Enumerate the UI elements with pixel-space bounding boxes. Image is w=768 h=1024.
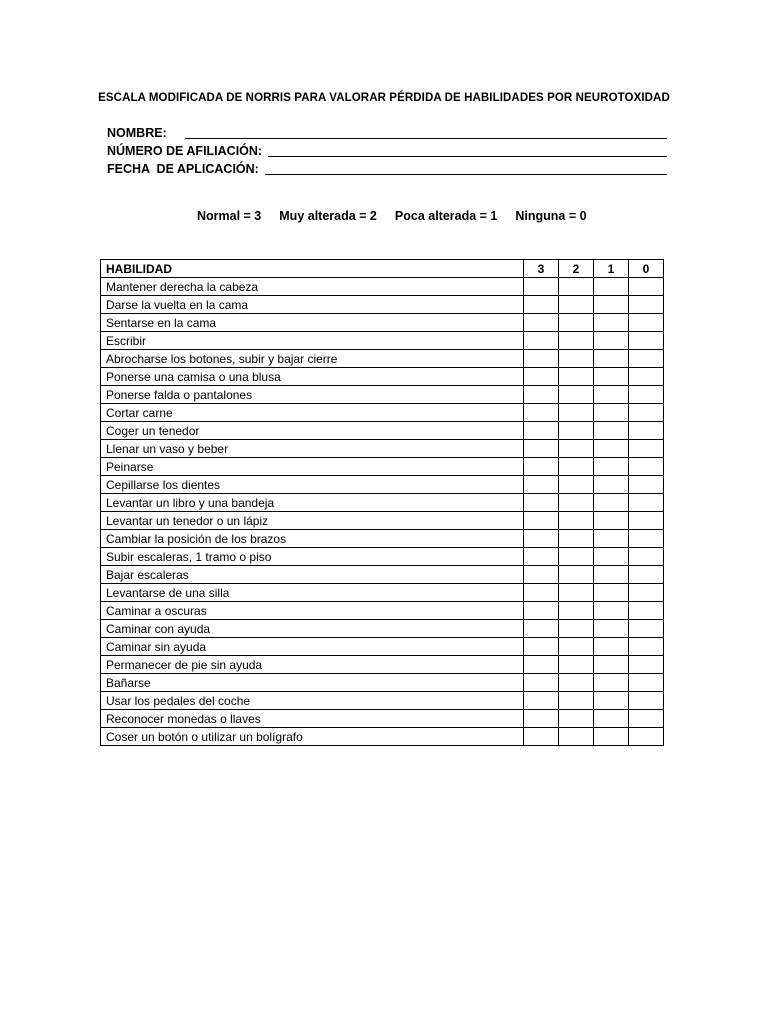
score-checkbox-1[interactable] bbox=[594, 728, 629, 746]
skill-label: Escribir bbox=[101, 332, 524, 350]
score-checkbox-2[interactable] bbox=[559, 440, 594, 458]
score-checkbox-1[interactable] bbox=[594, 440, 629, 458]
score-checkbox-2[interactable] bbox=[559, 314, 594, 332]
score-checkbox-0[interactable] bbox=[629, 440, 664, 458]
score-checkbox-1[interactable] bbox=[594, 620, 629, 638]
skill-label: Caminar con ayuda bbox=[101, 620, 524, 638]
score-checkbox-1[interactable] bbox=[594, 710, 629, 728]
score-checkbox-2[interactable] bbox=[559, 566, 594, 584]
table-header-row bbox=[101, 260, 664, 278]
table-row bbox=[101, 314, 664, 332]
score-checkbox-2[interactable] bbox=[559, 332, 594, 350]
score-checkbox-1[interactable] bbox=[594, 638, 629, 656]
score-checkbox-1[interactable] bbox=[594, 584, 629, 602]
score-checkbox-1[interactable] bbox=[594, 350, 629, 368]
score-checkbox-1[interactable] bbox=[594, 692, 629, 710]
score-checkbox-2[interactable] bbox=[559, 638, 594, 656]
score-checkbox-1[interactable] bbox=[594, 332, 629, 350]
table-row bbox=[101, 368, 664, 386]
score-checkbox-1[interactable] bbox=[594, 656, 629, 674]
score-checkbox-0[interactable] bbox=[629, 512, 664, 530]
score-checkbox-3[interactable] bbox=[524, 602, 559, 620]
score-checkbox-1[interactable] bbox=[594, 494, 629, 512]
skill-label: Levantarse de una silla bbox=[101, 584, 524, 602]
score-checkbox-0[interactable] bbox=[629, 728, 664, 746]
score-legend bbox=[197, 209, 587, 223]
score-checkbox-1[interactable] bbox=[594, 512, 629, 530]
score-checkbox-3[interactable] bbox=[524, 368, 559, 386]
score-checkbox-2[interactable] bbox=[559, 368, 594, 386]
score-checkbox-2[interactable] bbox=[559, 620, 594, 638]
score-checkbox-2[interactable] bbox=[559, 692, 594, 710]
score-checkbox-2[interactable] bbox=[559, 602, 594, 620]
score-checkbox-3[interactable] bbox=[524, 530, 559, 548]
score-checkbox-2[interactable] bbox=[559, 476, 594, 494]
score-checkbox-3[interactable] bbox=[524, 278, 559, 296]
score-checkbox-2[interactable] bbox=[559, 584, 594, 602]
score-checkbox-0[interactable] bbox=[629, 602, 664, 620]
score-checkbox-0[interactable] bbox=[629, 314, 664, 332]
score-checkbox-1[interactable] bbox=[594, 296, 629, 314]
skill-label: Sentarse en la cama bbox=[101, 314, 524, 332]
score-checkbox-0[interactable] bbox=[629, 368, 664, 386]
score-checkbox-1[interactable] bbox=[594, 278, 629, 296]
skill-label: Bañarse bbox=[101, 674, 524, 692]
table-row bbox=[101, 350, 664, 368]
score-checkbox-2[interactable] bbox=[559, 350, 594, 368]
score-checkbox-2[interactable] bbox=[559, 656, 594, 674]
table-row bbox=[101, 602, 664, 620]
skill-label: Usar los pedales del coche bbox=[101, 692, 524, 710]
score-checkbox-1[interactable] bbox=[594, 476, 629, 494]
score-checkbox-3[interactable] bbox=[524, 548, 559, 566]
table-row bbox=[101, 332, 664, 350]
score-checkbox-1[interactable] bbox=[594, 674, 629, 692]
score-checkbox-0[interactable] bbox=[629, 710, 664, 728]
score-checkbox-0[interactable] bbox=[629, 350, 664, 368]
table-row bbox=[101, 278, 664, 296]
score-checkbox-1[interactable] bbox=[594, 530, 629, 548]
table-row bbox=[101, 476, 664, 494]
application-date-label: FECHA DE APLICACIÓN: bbox=[107, 162, 259, 176]
column-header-score-0: 0 bbox=[629, 260, 664, 278]
score-checkbox-0[interactable] bbox=[629, 692, 664, 710]
score-checkbox-3[interactable] bbox=[524, 710, 559, 728]
score-checkbox-0[interactable] bbox=[629, 404, 664, 422]
score-checkbox-3[interactable] bbox=[524, 350, 559, 368]
score-checkbox-2[interactable] bbox=[559, 512, 594, 530]
score-checkbox-0[interactable] bbox=[629, 638, 664, 656]
application-date-blank-line[interactable] bbox=[265, 173, 667, 175]
score-checkbox-0[interactable] bbox=[629, 476, 664, 494]
skill-label: Abrocharse los botones, subir y bajar cierre bbox=[101, 350, 524, 368]
table-row bbox=[101, 404, 664, 422]
table-row bbox=[101, 458, 664, 476]
skill-label: Coser un botón o utilizar un bolígrafo bbox=[101, 728, 524, 746]
score-checkbox-3[interactable] bbox=[524, 440, 559, 458]
skill-label: Levantar un tenedor o un lápiz bbox=[101, 512, 524, 530]
column-header-score-2: 2 bbox=[559, 260, 594, 278]
score-checkbox-2[interactable] bbox=[559, 386, 594, 404]
score-checkbox-0[interactable] bbox=[629, 278, 664, 296]
skill-label: Subir escaleras, 1 tramo o piso bbox=[101, 548, 524, 566]
score-checkbox-3[interactable] bbox=[524, 314, 559, 332]
score-checkbox-2[interactable] bbox=[559, 530, 594, 548]
score-checkbox-3[interactable] bbox=[524, 692, 559, 710]
table-row bbox=[101, 530, 664, 548]
score-checkbox-3[interactable] bbox=[524, 386, 559, 404]
score-checkbox-0[interactable] bbox=[629, 620, 664, 638]
skill-label: Bajar escaleras bbox=[101, 566, 524, 584]
score-checkbox-0[interactable] bbox=[629, 332, 664, 350]
column-header-score-3: 3 bbox=[524, 260, 559, 278]
affiliation-number-blank-line[interactable] bbox=[268, 155, 667, 157]
score-checkbox-3[interactable] bbox=[524, 620, 559, 638]
skill-label: Levantar un libro y una bandeja bbox=[101, 494, 524, 512]
score-checkbox-0[interactable] bbox=[629, 656, 664, 674]
skill-label: Caminar a oscuras bbox=[101, 602, 524, 620]
score-checkbox-0[interactable] bbox=[629, 296, 664, 314]
score-checkbox-2[interactable] bbox=[559, 296, 594, 314]
score-checkbox-2[interactable] bbox=[559, 494, 594, 512]
affiliation-number-label: NÚMERO DE AFILIACIÓN: bbox=[107, 144, 263, 158]
score-checkbox-3[interactable] bbox=[524, 566, 559, 584]
score-checkbox-3[interactable] bbox=[524, 638, 559, 656]
patient-info-fields bbox=[107, 124, 667, 178]
score-checkbox-3[interactable] bbox=[524, 476, 559, 494]
name-label: NOMBRE: bbox=[107, 126, 167, 140]
skill-label: Ponerse falda o pantalones bbox=[101, 386, 524, 404]
skill-label: Cepillarse los dientes bbox=[101, 476, 524, 494]
score-checkbox-0[interactable] bbox=[629, 386, 664, 404]
score-checkbox-1[interactable] bbox=[594, 422, 629, 440]
table-row bbox=[101, 386, 664, 404]
score-checkbox-2[interactable] bbox=[559, 278, 594, 296]
column-header-habilidad: HABILIDAD bbox=[101, 260, 524, 278]
score-checkbox-3[interactable] bbox=[524, 404, 559, 422]
skill-label: Reconocer monedas o llaves bbox=[101, 710, 524, 728]
score-checkbox-2[interactable] bbox=[559, 548, 594, 566]
score-checkbox-1[interactable] bbox=[594, 386, 629, 404]
skill-label: Cambiar la posición de los brazos bbox=[101, 530, 524, 548]
document-title: ESCALA MODIFICADA DE NORRIS PARA VALORAR PÉRDIDA DE HABILIDADES POR NEUROTOXIDAD bbox=[98, 92, 670, 104]
table-row bbox=[101, 566, 664, 584]
table-row bbox=[101, 710, 664, 728]
score-checkbox-2[interactable] bbox=[559, 404, 594, 422]
score-checkbox-0[interactable] bbox=[629, 422, 664, 440]
score-checkbox-1[interactable] bbox=[594, 458, 629, 476]
table-row bbox=[101, 656, 664, 674]
legend-poca-alterada: Poca alterada = 1 bbox=[394, 209, 498, 223]
table-row bbox=[101, 494, 664, 512]
score-checkbox-3[interactable] bbox=[524, 422, 559, 440]
score-checkbox-2[interactable] bbox=[559, 458, 594, 476]
skill-label: Peinarse bbox=[101, 458, 524, 476]
name-field[interactable] bbox=[107, 124, 667, 142]
score-checkbox-3[interactable] bbox=[524, 512, 559, 530]
score-checkbox-3[interactable] bbox=[524, 494, 559, 512]
score-checkbox-1[interactable] bbox=[594, 314, 629, 332]
affiliation-number-field[interactable] bbox=[107, 142, 667, 160]
table-row bbox=[101, 620, 664, 638]
score-checkbox-0[interactable] bbox=[629, 584, 664, 602]
score-checkbox-3[interactable] bbox=[524, 674, 559, 692]
table-row bbox=[101, 638, 664, 656]
table-row bbox=[101, 674, 664, 692]
legend-ninguna: Ninguna = 0 bbox=[515, 209, 587, 223]
score-checkbox-2[interactable] bbox=[559, 422, 594, 440]
skill-label: Permanecer de pie sin ayuda bbox=[101, 656, 524, 674]
score-checkbox-3[interactable] bbox=[524, 296, 559, 314]
score-checkbox-1[interactable] bbox=[594, 548, 629, 566]
score-checkbox-0[interactable] bbox=[629, 674, 664, 692]
score-checkbox-3[interactable] bbox=[524, 458, 559, 476]
table-row bbox=[101, 692, 664, 710]
table-row bbox=[101, 422, 664, 440]
score-checkbox-0[interactable] bbox=[629, 530, 664, 548]
score-checkbox-0[interactable] bbox=[629, 566, 664, 584]
skills-table-body bbox=[101, 278, 664, 746]
score-checkbox-0[interactable] bbox=[629, 548, 664, 566]
legend-normal: Normal = 3 bbox=[197, 209, 262, 223]
table-row bbox=[101, 548, 664, 566]
skill-label: Coger un tenedor bbox=[101, 422, 524, 440]
skill-label: Ponerse una camisa o una blusa bbox=[101, 368, 524, 386]
application-date-field[interactable] bbox=[107, 160, 667, 178]
score-checkbox-3[interactable] bbox=[524, 728, 559, 746]
score-checkbox-3[interactable] bbox=[524, 332, 559, 350]
skills-table bbox=[100, 259, 664, 746]
score-checkbox-1[interactable] bbox=[594, 566, 629, 584]
table-row bbox=[101, 584, 664, 602]
score-checkbox-0[interactable] bbox=[629, 458, 664, 476]
score-checkbox-1[interactable] bbox=[594, 404, 629, 422]
column-header-score-1: 1 bbox=[594, 260, 629, 278]
table-row bbox=[101, 296, 664, 314]
score-checkbox-3[interactable] bbox=[524, 584, 559, 602]
legend-muy-alterada: Muy alterada = 2 bbox=[279, 209, 377, 223]
skill-label: Caminar sin ayuda bbox=[101, 638, 524, 656]
score-checkbox-3[interactable] bbox=[524, 656, 559, 674]
table-row bbox=[101, 728, 664, 746]
score-checkbox-2[interactable] bbox=[559, 728, 594, 746]
skill-label: Llenar un vaso y beber bbox=[101, 440, 524, 458]
skill-label: Mantener derecha la cabeza bbox=[101, 278, 524, 296]
name-blank-line[interactable] bbox=[185, 137, 667, 139]
score-checkbox-1[interactable] bbox=[594, 368, 629, 386]
table-row bbox=[101, 512, 664, 530]
score-checkbox-2[interactable] bbox=[559, 674, 594, 692]
score-checkbox-2[interactable] bbox=[559, 710, 594, 728]
skill-label: Cortar carne bbox=[101, 404, 524, 422]
score-checkbox-1[interactable] bbox=[594, 602, 629, 620]
score-checkbox-0[interactable] bbox=[629, 494, 664, 512]
table-row bbox=[101, 440, 664, 458]
skill-label: Darse la vuelta en la cama bbox=[101, 296, 524, 314]
